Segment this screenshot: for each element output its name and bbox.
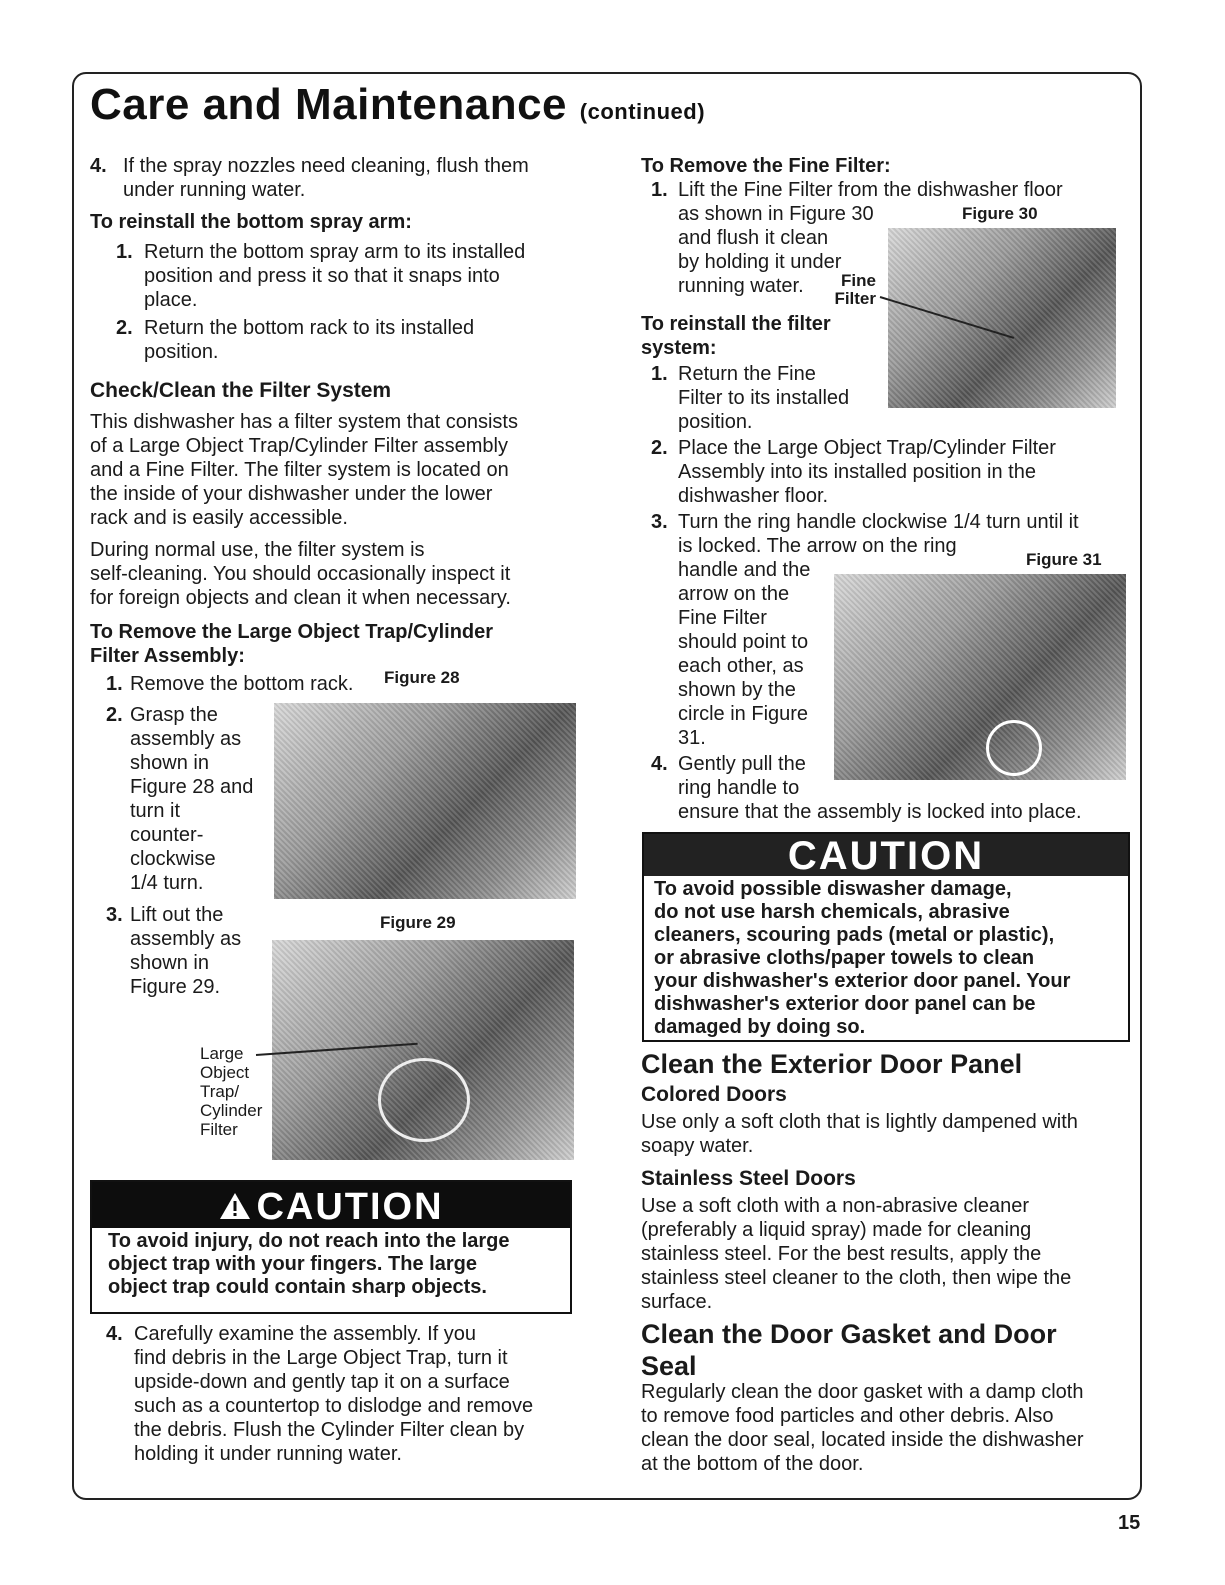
page-number: 15	[1118, 1512, 1141, 1534]
callout-label-line: Cylinder	[200, 1101, 263, 1120]
step-text-line: position.	[678, 411, 753, 433]
step-number: 4.	[651, 753, 668, 775]
step-text-line: counter-	[130, 824, 204, 846]
reinstall-filter-heading: To reinstall the filter	[641, 313, 831, 335]
step-text-line: holding it under running water.	[134, 1443, 402, 1465]
title-suffix: (continued)	[579, 99, 706, 124]
step-number: 3.	[651, 511, 668, 533]
step-text-line: ensure that the assembly is locked into place.	[678, 801, 1082, 823]
step-text-line: ring handle to	[678, 777, 800, 799]
stainless-doors-heading: Stainless Steel Doors	[641, 1167, 856, 1190]
step-text-line: clockwise	[130, 848, 216, 870]
door-gasket-heading: Seal	[641, 1351, 697, 1381]
figure-30-caption: Figure 30	[962, 204, 1038, 223]
paragraph-line: During normal use, the filter system is	[90, 539, 425, 561]
figure-29-highlight-circle	[378, 1058, 470, 1142]
callout-label-line: Object	[200, 1063, 250, 1082]
figure-31-caption: Figure 31	[1026, 550, 1102, 569]
step-text-line: 1/4 turn.	[130, 872, 204, 894]
step-text-line: Gently pull the	[678, 753, 806, 775]
step-text-line: circle in Figure	[678, 703, 809, 725]
step-text-line: dishwasher floor.	[678, 485, 829, 507]
step-text-line: each other, as	[678, 655, 804, 677]
reinstall-spray-arm-heading: To reinstall the bottom spray arm:	[90, 211, 412, 233]
callout-label-line: Filter	[200, 1120, 238, 1139]
step-text-line: position.	[144, 341, 219, 363]
door-gasket-heading: Clean the Door Gasket and Door	[641, 1319, 1057, 1349]
reinstall-filter-heading: system:	[641, 337, 717, 359]
remove-assembly-heading: Filter Assembly:	[90, 645, 245, 667]
paragraph-line: Use a soft cloth with a non-abrasive cleaner	[641, 1195, 1029, 1217]
exterior-door-heading: Clean the Exterior Door Panel	[641, 1049, 1023, 1079]
step-text-line: Figure 29.	[130, 976, 221, 998]
step-text-line: shown by the	[678, 679, 796, 701]
step-text-line: assembly as	[130, 728, 242, 750]
step-text-line: Return the Fine	[678, 363, 816, 385]
filter-system-heading: Check/Clean the Filter System	[90, 379, 392, 402]
caution-box-door-panel	[642, 832, 1130, 1042]
paragraph-line: soapy water.	[641, 1135, 754, 1157]
paragraph-line: Regularly clean the door gasket with a damp cloth	[641, 1381, 1084, 1403]
step-text-line: Return the bottom spray arm to its installed	[144, 241, 526, 263]
caution-text: To avoid injury, do not reach into the large object trap with your fingers. The large object trap could contain sharp objects.	[108, 1230, 510, 1298]
callout-label-line: Large	[200, 1044, 244, 1063]
step-text-line: shown in	[130, 952, 209, 974]
paragraph-line: of a Large Object Trap/Cylinder Filter assembly	[90, 435, 508, 457]
step-text-line: upside-down and gently tap it on a surface	[134, 1371, 510, 1393]
step-text-line: is locked. The arrow on the ring	[678, 535, 957, 557]
step-text-line: place.	[144, 289, 198, 311]
paragraph-line: surface.	[641, 1291, 713, 1313]
paragraph-line: for foreign objects and clean it when necessary.	[90, 587, 511, 609]
step-text-line: Filter to its installed	[678, 387, 850, 409]
figure-31-highlight-circle	[986, 720, 1042, 776]
step-text-line: under running water.	[123, 179, 306, 201]
step-number: 4.	[90, 155, 107, 177]
paragraph-line: and a Fine Filter. The filter system is located on	[90, 459, 509, 481]
step-text-line: position and press it so that it snaps into	[144, 265, 500, 287]
step-text-line: Return the bottom rack to its installed	[144, 317, 475, 339]
step-number: 3.	[106, 904, 123, 926]
paragraph-line: the inside of your dishwasher under the lower	[90, 483, 493, 505]
remove-fine-filter-heading: To Remove the Fine Filter:	[641, 155, 891, 177]
paragraph-line: This dishwasher has a filter system that consists	[90, 411, 518, 433]
figure-28-caption: Figure 28	[384, 668, 460, 687]
step-text-line: turn it	[130, 800, 181, 822]
warning-triangle-icon	[218, 1191, 252, 1221]
paragraph-line: at the bottom of the door.	[641, 1453, 864, 1475]
step-text-line: Carefully examine the assembly. If you	[134, 1323, 477, 1345]
remove-assembly-heading: To Remove the Large Object Trap/Cylinder	[90, 621, 494, 643]
paragraph-line: to remove food particles and other debris. Also	[641, 1405, 1054, 1427]
fine-filter-label: Fine Filter	[834, 271, 876, 308]
step-number: 1.	[106, 673, 123, 695]
figure-28-photo	[274, 703, 576, 899]
step-text-line: Lift out the	[130, 904, 224, 926]
figure-31-photo	[834, 574, 1126, 780]
step-text-line: 31.	[678, 727, 706, 749]
paragraph-line: clean the door seal, located inside the dishwasher	[641, 1429, 1084, 1451]
callout-label-line: Trap/	[200, 1082, 240, 1101]
step-text-line: arrow on the	[678, 583, 790, 605]
step-number: 2.	[651, 437, 668, 459]
step-text-line: Turn the ring handle clockwise 1/4 turn until it	[678, 511, 1079, 533]
step-number: 1.	[651, 363, 668, 385]
step-number: 1.	[651, 179, 668, 201]
paragraph-line: self-cleaning. You should occasionally inspect it	[90, 563, 511, 585]
step-text-line: should point to	[678, 631, 809, 653]
step-text-line: Remove the bottom rack.	[130, 673, 354, 695]
caution-text: To avoid possible diswasher damage, do not use harsh chemicals, abrasive cleaners, scouring pads (metal or plastic), or abrasive cloths/paper towels to clean your dishwasher's exterior door panel. Your dishwasher's exterior door panel can be damaged by doing so.	[654, 878, 1071, 1038]
paragraph-line: stainless steel cleaner to the cloth, then wipe the	[641, 1267, 1072, 1289]
step-text-line: by holding it under	[678, 251, 842, 273]
caution-heading: CAUTION	[92, 1186, 570, 1229]
figure-30-photo	[888, 228, 1116, 408]
step-number: 2.	[106, 704, 123, 726]
step-text-line: handle and the	[678, 559, 811, 581]
caution-heading: CAUTION	[787, 834, 985, 878]
step-text-line: as shown in Figure 30	[678, 203, 874, 225]
step-number: 1.	[116, 241, 133, 263]
paragraph-line: Use only a soft cloth that is lightly dampened with	[641, 1111, 1078, 1133]
step-text-line: Lift the Fine Filter from the dishwasher floor	[678, 179, 1063, 201]
step-text-line: Figure 28 and	[130, 776, 254, 798]
step-text-line: such as a countertop to dislodge and remove	[134, 1395, 534, 1417]
step-text-line: Fine Filter	[678, 607, 767, 629]
step-text-line: If the spray nozzles need cleaning, flush them	[123, 155, 529, 177]
step-text-line: and flush it clean	[678, 227, 829, 249]
step-text-line: running water.	[678, 275, 804, 297]
step-text-line: shown in	[130, 752, 209, 774]
colored-doors-heading: Colored Doors	[641, 1083, 787, 1106]
paragraph-line: stainless steel. For the best results, apply the	[641, 1243, 1042, 1265]
step-number: 2.	[116, 317, 133, 339]
step-text-line: assembly as	[130, 928, 242, 950]
step-number: 4.	[106, 1323, 123, 1345]
paragraph-line: (preferably a liquid spray) made for cleaning	[641, 1219, 1032, 1241]
step-text-line: the debris. Flush the Cylinder Filter clean by	[134, 1419, 525, 1441]
page-title: Care and Maintenance (continued)	[90, 80, 706, 129]
step-text-line: Place the Large Object Trap/Cylinder Filter	[678, 437, 1056, 459]
figure-29-caption: Figure 29	[380, 913, 456, 932]
step-text-line: find debris in the Large Object Trap, turn it	[134, 1347, 508, 1369]
step-text-line: Grasp the	[130, 704, 218, 726]
paragraph-line: rack and is easily accessible.	[90, 507, 348, 529]
step-text-line: Assembly into its installed position in the	[678, 461, 1036, 483]
caution-box-injury	[90, 1180, 572, 1314]
